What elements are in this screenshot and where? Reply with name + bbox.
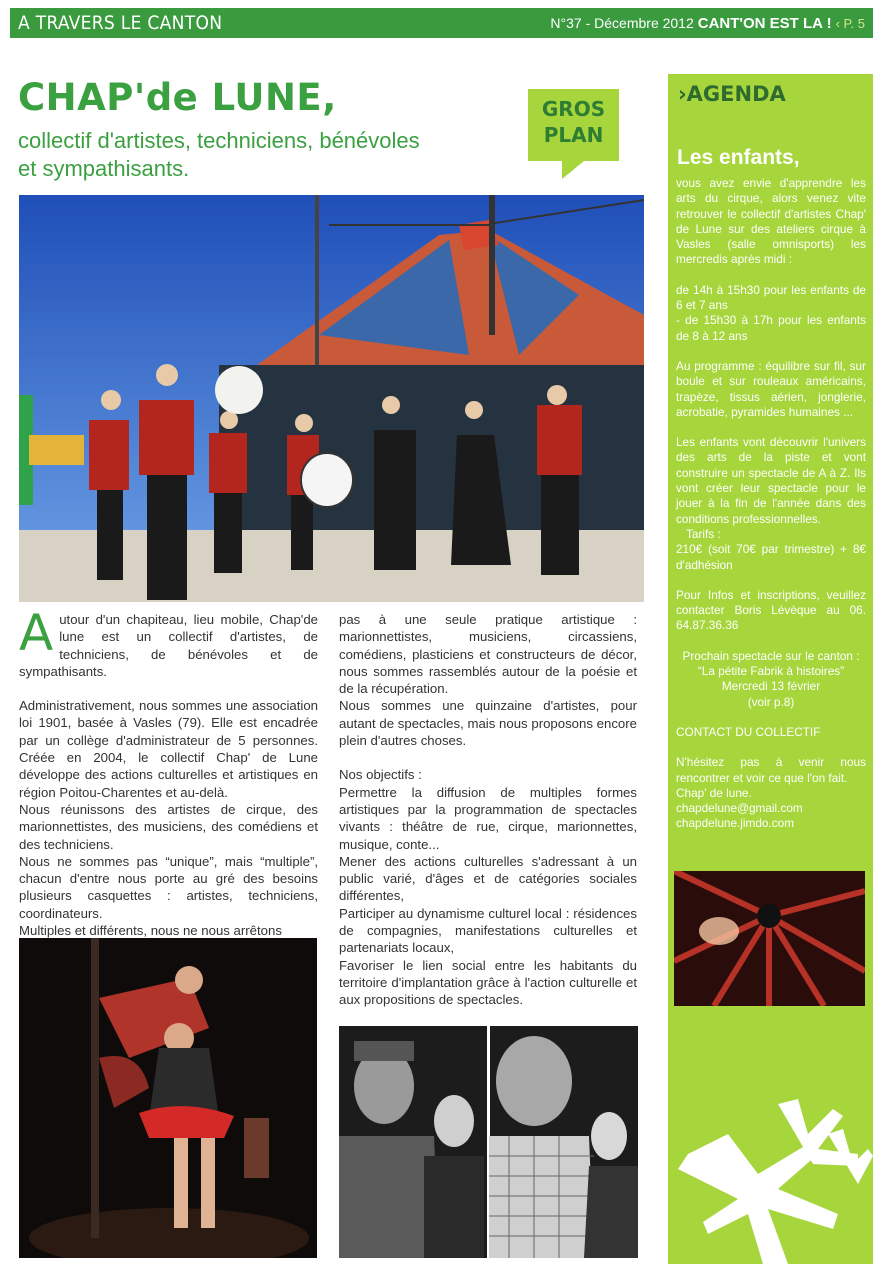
paragraph: Nous sommes une quinzaine d'artistes, pour autant de spectacles, mais nous proposons encore plein d'autres choses. — [339, 698, 637, 749]
paragraph: pas à une seule pratique artistique : marionnettistes, musiciens, circassiens, comédiens, plasticiens et constructeurs de décor, nous sommes rassemblés autour de la poésie et de la récupération. — [339, 612, 637, 697]
objective-item: Permettre la diffusion de multiples formes artistiques par la programmation de spectacles vivants : théâtre de rue, cirque, marionnettes, musique, conte... — [339, 784, 637, 852]
magazine-name: CANT'ON EST LA ! — [697, 14, 832, 32]
agenda-heading: Les enfants, — [677, 146, 800, 169]
acrobat-photo — [19, 938, 317, 1258]
agenda-next-3: Mercredi 13 février — [721, 679, 821, 694]
agenda-intro: vous avez envie d'apprendre les arts du cirque, alors venez vite retrouver le collectif d'artistes Chap' de Lune sur des ateliers cirque à Vasles (salle omnisports) les mercredis après midi : — [676, 176, 866, 267]
agenda-program: Au programme : équilibre sur fil, sur boule et sur rouleaux américains, trapèze, tissus aérien, jonglerie, acrobatie, pyramides humaines ... — [676, 358, 866, 419]
paragraph: Nous ne sommes pas “unique”, mais “multiple”, chacun d'entre nous porte au gré des besoins plusieurs casquettes : artistes, techniciens, coordinateurs. — [19, 853, 318, 921]
contact-text: N'hésitez pas à venir nous rencontrer et voir ce que l'on fait. — [676, 755, 866, 785]
agenda-next-1: Prochain spectacle sur le canton : — [682, 648, 860, 663]
contact-website[interactable]: chapdelune.jimdo.com — [676, 816, 795, 831]
agenda-info: Pour Infos et inscriptions, veuillez contacter Boris Lévèque au 06. 64.87.36.36 — [676, 587, 866, 633]
band-photo — [19, 195, 644, 602]
agenda-tarifs: 210€ (soit 70€ par trimestre) + 8€ d'adhésion — [676, 542, 866, 572]
article-column-1 — [19, 604, 318, 939]
paragraph: Nous réunissons des artistes de cirque, des marionnettistes, des musiciens, des comédiens et des techniciens. — [19, 801, 318, 852]
contact-name: Chap' de lune. — [676, 785, 752, 800]
badge-line-1: GROS — [541, 97, 606, 121]
article-title: CHAP'de LUNE, — [18, 76, 337, 119]
agenda-next-2: “La pétite Fabrik à histoires” — [697, 664, 845, 679]
dropcap: A — [19, 604, 54, 662]
puppets-photo — [339, 1026, 638, 1258]
header-bar — [10, 8, 873, 38]
intro-text: utour d'un chapiteau, lieu mobile, Chap'de lune est un collectif d'artistes, de techniciens, de bénévoles et de sympathisants. — [19, 612, 318, 679]
section-title: A TRAVERS LE CANTON — [18, 12, 223, 34]
issue-info — [550, 15, 865, 32]
agenda-discover: Les enfants vont découvrir l'univers des arts de la piste et vont construire un spectacle de A à Z. Ils vont créer leur spectacle pour le jouer à la fin de l'année dans des conditions professionnelles. — [676, 435, 866, 526]
paragraph: Multiples et différents, nous ne nous arrêtons — [19, 923, 282, 939]
paragraph-intro — [19, 604, 318, 680]
gros-plan-badge — [528, 89, 619, 161]
contact-email[interactable]: chapdelune@gmail.com — [676, 801, 803, 816]
paragraph: Administrativement, nous sommes une association loi 1901, basée à Vasles (79). Elle est encadrée par un collège d'administrateur de 5 personnes. Créée en 2004, le collectif Chap' de Lune développe des actions culturelles et artistiques en région Poitou-Charentes et au-delà. — [19, 698, 318, 800]
agenda-schedule-1: de 14h à 15h30 pour les enfants de 6 et 7 ans — [676, 282, 866, 313]
agenda-next-4: (voir p.8) — [747, 694, 795, 709]
badge-line-2: PLAN — [543, 123, 604, 147]
objective-item: Mener des actions culturelles s'adressant à un public varié, d'âges et de catégories sociales différentes, — [339, 853, 637, 904]
issue-date: N°37 - Décembre 2012 — [550, 14, 694, 31]
article-subtitle: collectif d'artistes, techniciens, bénévoles et sympathisants. — [18, 128, 420, 181]
contact-title: CONTACT DU COLLECTIF — [676, 724, 821, 739]
page-number: ‹ P. 5 — [835, 15, 865, 31]
objective-item: Participer au dynamisme culturel local : résidences de compagnies, manifestations culturelles et partenariats locaux, — [339, 905, 637, 956]
objectives-label: Nos objectifs : — [339, 767, 422, 783]
hands-icon — [668, 1094, 873, 1264]
agenda-title: ›AGENDA — [678, 82, 786, 106]
agenda-schedule-2: - de 15h30 à 17h pour les enfants de 8 à 12 ans — [676, 313, 866, 343]
agenda-tarifs-label: Tarifs : — [686, 526, 721, 541]
objective-item: Favoriser le lien social entre les habitants du territoire d'implantation grâce à l'action culturelle et aux propositions de spectacles. — [339, 957, 637, 1008]
article-column-2 — [339, 611, 637, 1009]
agenda-text — [676, 176, 866, 832]
agenda-sidebar — [668, 74, 873, 1264]
tent-interior-photo — [674, 871, 865, 1006]
